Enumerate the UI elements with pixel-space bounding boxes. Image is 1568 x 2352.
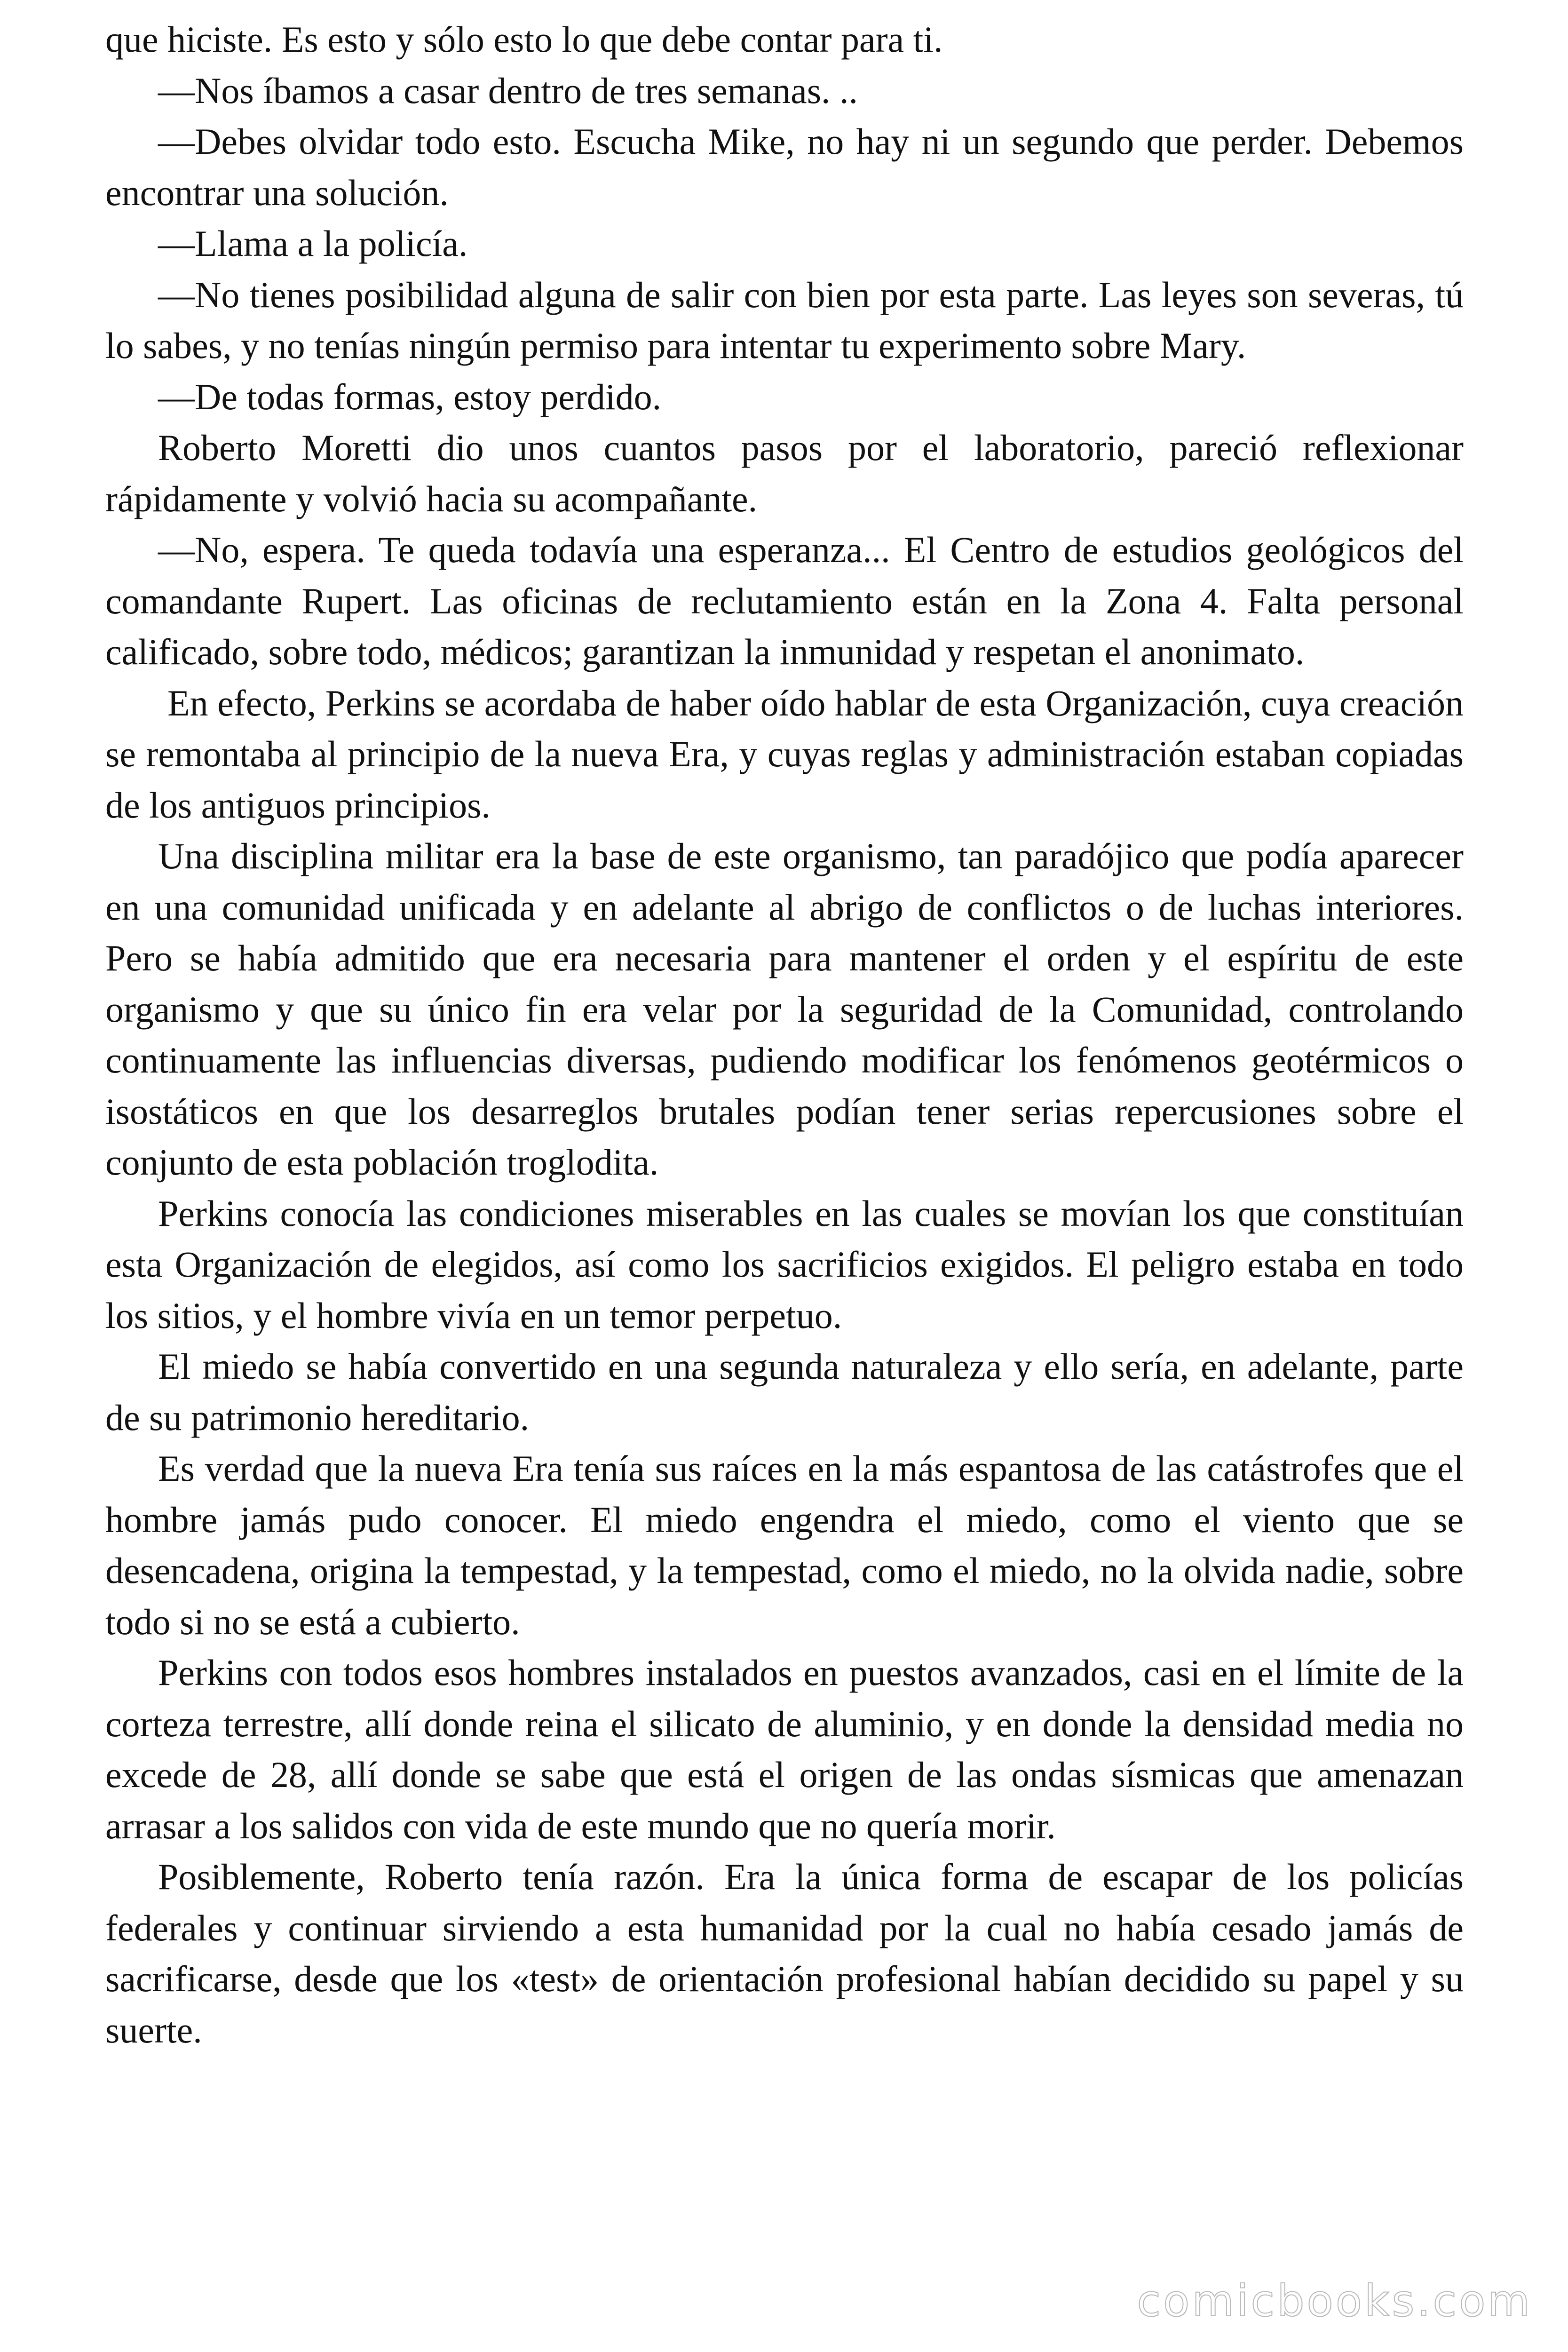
paragraph-13: Es verdad que la nueva Era tenía sus raíces en la más espantosa de las catástrofes que el hombre jamás pudo conocer. El miedo engendra el miedo, como el viento que se desencadena, origina la tempestad, y la tempestad, como el miedo, no la olvida nadie, sobre todo si no se está a cubierto. bbox=[105, 1448, 1464, 1642]
paragraph-6: —De todas formas, estoy perdido. bbox=[158, 376, 662, 417]
paragraph-3: —Debes olvidar todo esto. Escucha Mike, no hay ni un segundo que perder. Debemos encontrar una solución. bbox=[105, 121, 1464, 213]
paragraph-2: —Nos íbamos a casar dentro de tres semanas. .. bbox=[158, 70, 858, 111]
paragraph-15: Posiblemente, Roberto tenía razón. Era la única forma de escapar de los policías federales y continuar sirviendo a esta humanidad por la cual no había cesado jamás de sacrificarse, desde que los «test» de orientación profesional habían decidido su papel y su suerte. bbox=[105, 1856, 1464, 2050]
paragraph-14: Perkins con todos esos hombres instalados en puestos avanzados, casi en el límite de la corteza terrestre, allí donde reina el silicato de aluminio, y en donde la densidad media no excede de 28, allí donde se sabe que está el origen de las ondas sísmicas que amenazan arrasar a los salidos con vida de este mundo que no quería morir. bbox=[105, 1652, 1464, 1846]
paragraph-11: Perkins conocía las condiciones miserables en las cuales se movían los que constituían esta Organización de elegidos, así como los sacrificios exigidos. El peligro estaba en todo los sitios, y el hombre vivía en un temor perpetuo. bbox=[105, 1192, 1464, 1336]
paragraph-8: —No, espera. Te queda todavía una esperanza... El Centro de estudios geológicos del comandante Rupert. Las oficinas de reclutamiento están en la Zona 4. Falta personal calificado, sobre todo, médicos; garantizan la inmunidad y respetan el anonimato. bbox=[105, 529, 1464, 672]
paragraph-7: Roberto Moretti dio unos cuantos pasos por el laboratorio, pareció reflexionar rápidamente y volvió hacia su acompañante. bbox=[105, 427, 1464, 519]
paragraph-10: Una disciplina militar era la base de este organismo, tan paradójico que podía aparecer en una comunidad unificada y en adelante al abrigo de conflictos o de luchas interiores. Pero se había admitido que era necesaria para mantener el orden y el espíritu de este organismo y que su único fin era velar por la seguridad de la Comunidad, controlando continuamente las influencias diversas, pudiendo modificar los fenómenos geotérmicos o isostáticos en que los desarreglos brutales podían tener serias repercusiones sobre el conjunto de esta población troglodita. bbox=[105, 835, 1464, 1183]
paragraph-4: —Llama a la policía. bbox=[158, 223, 468, 264]
paragraph-5: —No tienes posibilidad alguna de salir con bien por esta parte. Las leyes son severas, tú lo sabes, y no tenías ningún permiso para intentar tu experimento sobre Mary. bbox=[105, 274, 1464, 366]
book-page bbox=[105, 14, 1464, 2056]
paragraph-12: El miedo se había convertido en una segunda naturaleza y ello sería, en adelante, parte de su patrimonio hereditario. bbox=[105, 1346, 1464, 1438]
paragraph-9: En efecto, Perkins se acordaba de haber oído hablar de esta Organización, cuya creación se remontaba al principio de la nueva Era, y cuyas reglas y administración estaban copiadas de los antiguos principios. bbox=[105, 682, 1464, 826]
watermark: comicbooks.com bbox=[1137, 2276, 1532, 2326]
paragraph-1: que hiciste. Es esto y sólo esto lo que debe contar para ti. bbox=[105, 19, 943, 60]
